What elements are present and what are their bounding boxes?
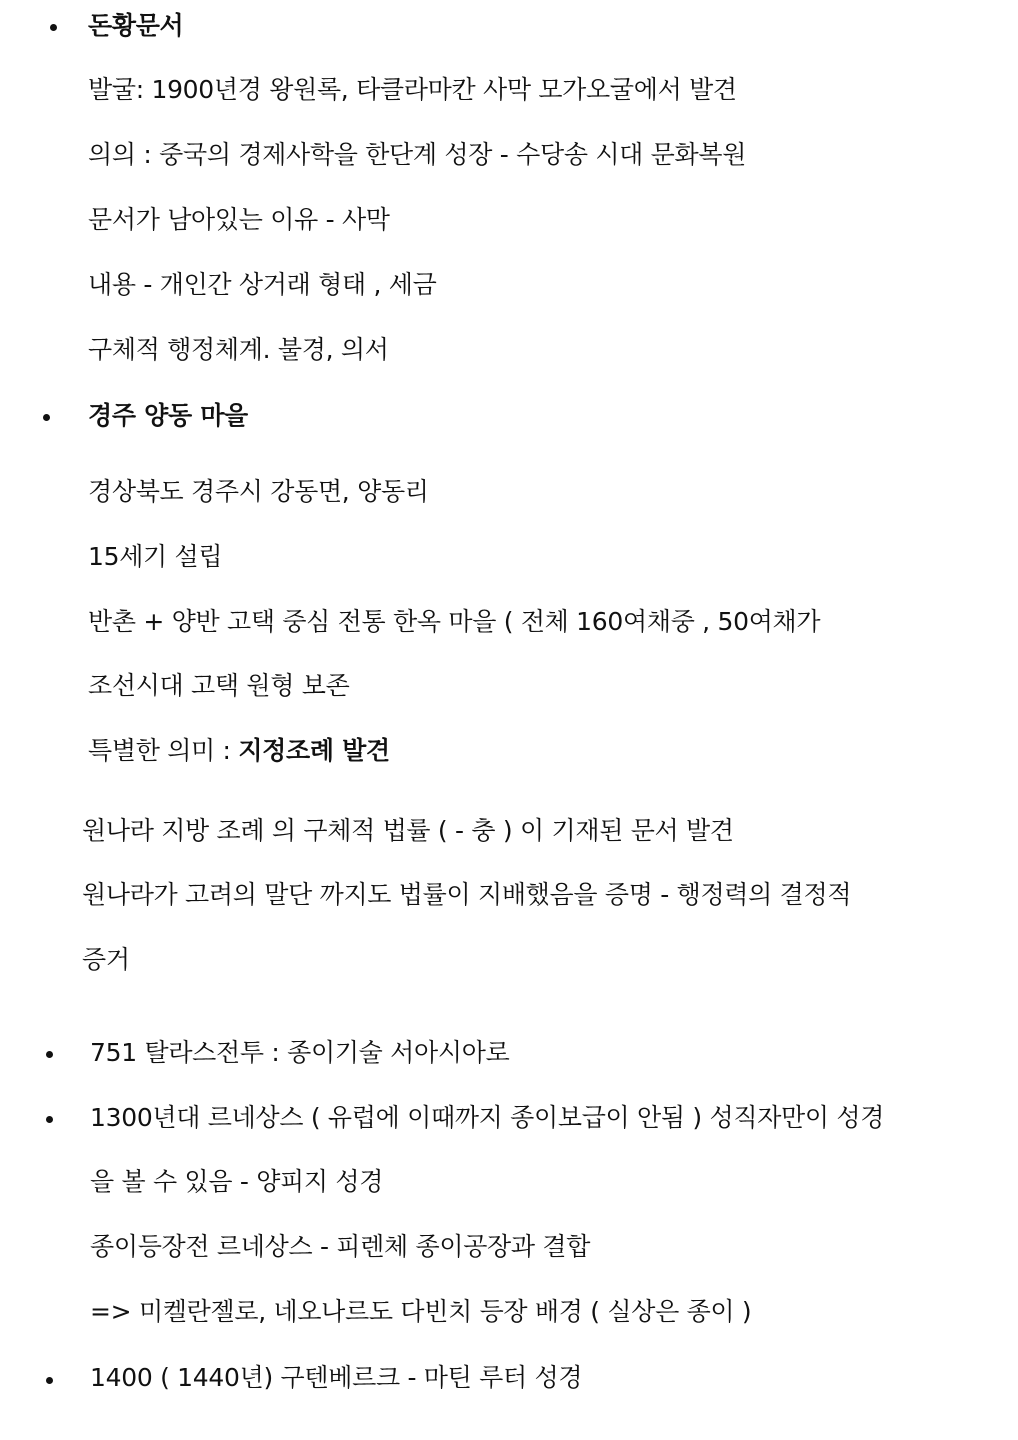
- renaissance-line: 1300년대 르네상스 ( 유럽에 이때까지 종이보급이 안됨 ) 성직자만이 성경: [90, 1103, 885, 1132]
- dunhuang-line-content: 내용 - 개인간 상거래 형태 , 세금: [88, 270, 437, 299]
- bullet-dot: [46, 1051, 53, 1058]
- special-meaning-label: 특별한 의미 :: [88, 736, 239, 765]
- dunhuang-line-reason: 문서가 남아있는 이유 - 사막: [88, 205, 390, 234]
- yangdong-line-special: [88, 735, 390, 767]
- yangdong-line-location: 경상북도 경주시 강동면, 양동리: [88, 477, 429, 506]
- yangdong-note-law: 원나라 지방 조례 의 구체적 법률 ( - 충 ) 이 기재된 문서 발견: [82, 816, 734, 845]
- dunhuang-line-discovery: 발굴: 1900년경 왕원록, 타클라마칸 사막 모가오굴에서 발견: [88, 75, 737, 104]
- gutenberg-line: 1400 ( 1440년) 구텐베르크 - 마틴 루터 성경: [90, 1363, 583, 1392]
- yangdong-line-preserved: 조선시대 고택 원형 보존: [88, 671, 350, 700]
- section-heading-dunhuang: 돈황문서: [88, 11, 184, 40]
- yangdong-note-evidence: 증거: [82, 945, 130, 974]
- yangdong-note-proof: 원나라가 고려의 말단 까지도 법률이 지배했음을 증명 - 행정력의 결정적: [82, 880, 852, 909]
- yangdong-line-village: 반촌 + 양반 고택 중심 전통 한옥 마을 ( 전체 160여채중 , 50여채가: [88, 607, 821, 636]
- talas-battle-line: 751 탈라스전투 : 종이기술 서아시아로: [90, 1038, 510, 1067]
- bullet-dot: [46, 1377, 53, 1384]
- yangdong-line-founded: 15세기 설립: [88, 542, 223, 571]
- renaissance-line-florence: 종이등장전 르네상스 - 피렌체 종이공장과 결합: [90, 1232, 591, 1261]
- renaissance-line-background: => 미켈란젤로, 네오나르도 다빈치 등장 배경 ( 실상은 종이 ): [90, 1297, 752, 1326]
- section-heading-yangdong: 경주 양동 마을: [88, 401, 248, 430]
- dunhuang-line-significance: 의의 : 중국의 경제사학을 한단계 성장 - 수당송 시대 문화복원: [88, 140, 747, 169]
- special-meaning-bold: 지정조례 발견: [238, 736, 390, 765]
- bullet-dot: [50, 24, 57, 31]
- bullet-dot: [46, 1116, 53, 1123]
- dunhuang-line-admin: 구체적 행정체계. 불경, 의서: [88, 335, 389, 364]
- bullet-dot: [43, 414, 50, 421]
- renaissance-line-parchment: 을 볼 수 있음 - 양피지 성경: [90, 1167, 384, 1196]
